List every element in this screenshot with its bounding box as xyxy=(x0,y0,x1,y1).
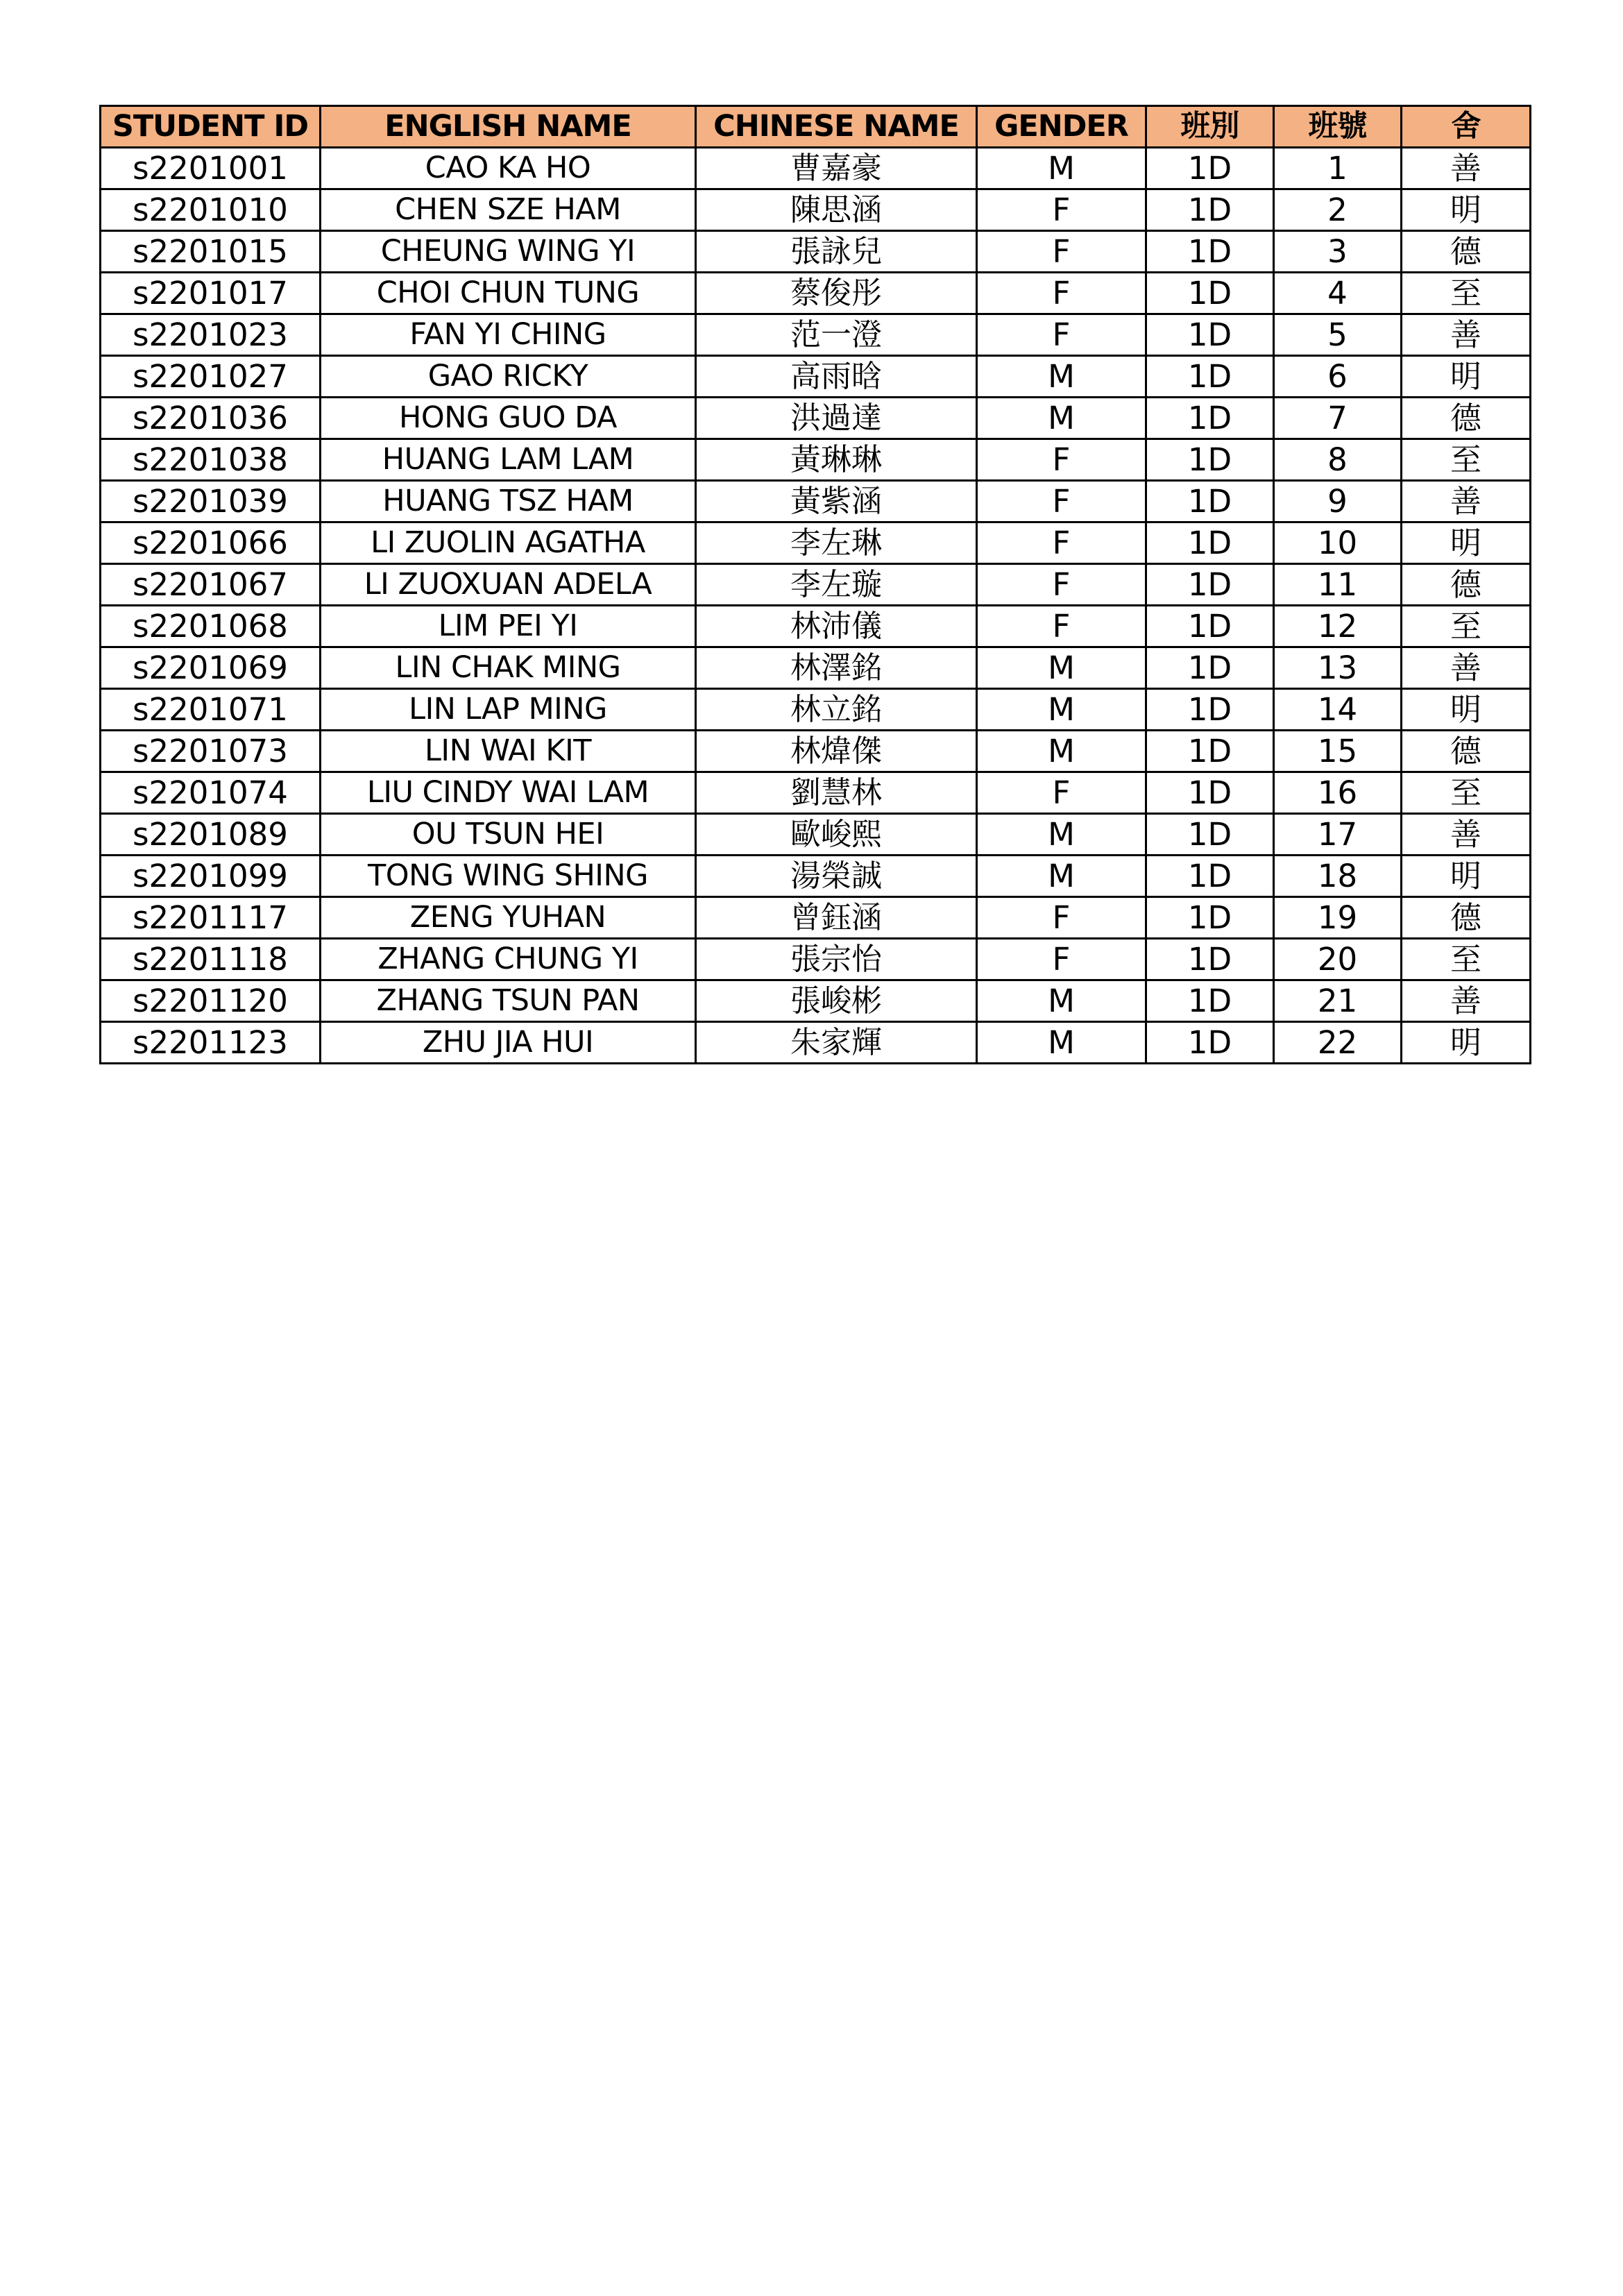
cell-chinese-name: 黃琳琳 xyxy=(696,439,977,481)
table-row xyxy=(101,439,1531,481)
cell-english-name: OU TSUN HEI xyxy=(321,814,696,856)
cell-class-number: 8 xyxy=(1274,439,1402,481)
cell-english-name: GAO RICKY xyxy=(321,356,696,398)
cell-chinese-name: 李左琳 xyxy=(696,522,977,564)
table-row xyxy=(101,522,1531,564)
cell-chinese-name: 林沛儀 xyxy=(696,606,977,647)
cell-class-number: 3 xyxy=(1274,231,1402,273)
header-gender: GENDER xyxy=(977,106,1146,148)
table-row xyxy=(101,231,1531,273)
table-row xyxy=(101,939,1531,980)
cell-class-number: 18 xyxy=(1274,856,1402,897)
table-body xyxy=(101,148,1531,1064)
cell-gender: M xyxy=(977,814,1146,856)
cell-class: 1D xyxy=(1146,398,1274,439)
cell-house: 德 xyxy=(1402,231,1531,273)
cell-gender: F xyxy=(977,897,1146,939)
cell-english-name: LIN CHAK MING xyxy=(321,647,696,689)
cell-house: 善 xyxy=(1402,814,1531,856)
cell-chinese-name: 蔡俊彤 xyxy=(696,273,977,314)
cell-gender: M xyxy=(977,1022,1146,1064)
cell-chinese-name: 張詠兒 xyxy=(696,231,977,273)
cell-gender: F xyxy=(977,189,1146,231)
table-row xyxy=(101,980,1531,1022)
cell-english-name: LIU CINDY WAI LAM xyxy=(321,772,696,814)
cell-chinese-name: 曾鈺涵 xyxy=(696,897,977,939)
cell-chinese-name: 高雨晗 xyxy=(696,356,977,398)
cell-class-number: 10 xyxy=(1274,522,1402,564)
cell-class-number: 1 xyxy=(1274,148,1402,189)
table-row xyxy=(101,273,1531,314)
header-english-name: ENGLISH NAME xyxy=(321,106,696,148)
cell-gender: F xyxy=(977,314,1146,356)
cell-student-id: s2201069 xyxy=(101,647,321,689)
cell-class: 1D xyxy=(1146,481,1274,522)
cell-chinese-name: 朱家輝 xyxy=(696,1022,977,1064)
cell-class: 1D xyxy=(1146,1022,1274,1064)
cell-gender: M xyxy=(977,148,1146,189)
cell-class-number: 7 xyxy=(1274,398,1402,439)
header-class-number: 班號 xyxy=(1274,106,1402,148)
cell-house: 善 xyxy=(1402,647,1531,689)
cell-gender: F xyxy=(977,564,1146,606)
cell-english-name: LIN WAI KIT xyxy=(321,731,696,772)
cell-class-number: 2 xyxy=(1274,189,1402,231)
cell-gender: F xyxy=(977,772,1146,814)
cell-chinese-name: 張峻彬 xyxy=(696,980,977,1022)
cell-student-id: s2201067 xyxy=(101,564,321,606)
cell-class-number: 13 xyxy=(1274,647,1402,689)
cell-class-number: 19 xyxy=(1274,897,1402,939)
table-row xyxy=(101,606,1531,647)
cell-student-id: s2201071 xyxy=(101,689,321,731)
cell-english-name: LIN LAP MING xyxy=(321,689,696,731)
cell-student-id: s2201015 xyxy=(101,231,321,273)
cell-class: 1D xyxy=(1146,273,1274,314)
cell-student-id: s2201001 xyxy=(101,148,321,189)
cell-class: 1D xyxy=(1146,689,1274,731)
cell-class: 1D xyxy=(1146,356,1274,398)
cell-house: 德 xyxy=(1402,731,1531,772)
cell-gender: M xyxy=(977,647,1146,689)
cell-english-name: FAN YI CHING xyxy=(321,314,696,356)
cell-gender: F xyxy=(977,439,1146,481)
cell-house: 明 xyxy=(1402,1022,1531,1064)
cell-gender: F xyxy=(977,481,1146,522)
cell-class: 1D xyxy=(1146,731,1274,772)
cell-chinese-name: 湯榮誠 xyxy=(696,856,977,897)
cell-chinese-name: 林澤銘 xyxy=(696,647,977,689)
cell-class-number: 20 xyxy=(1274,939,1402,980)
table-row xyxy=(101,314,1531,356)
cell-gender: M xyxy=(977,356,1146,398)
cell-english-name: ZHANG CHUNG YI xyxy=(321,939,696,980)
cell-english-name: HONG GUO DA xyxy=(321,398,696,439)
cell-student-id: s2201068 xyxy=(101,606,321,647)
cell-student-id: s2201023 xyxy=(101,314,321,356)
cell-gender: M xyxy=(977,731,1146,772)
cell-class: 1D xyxy=(1146,522,1274,564)
table-header-row xyxy=(101,106,1531,148)
cell-class-number: 4 xyxy=(1274,273,1402,314)
cell-student-id: s2201074 xyxy=(101,772,321,814)
cell-house: 德 xyxy=(1402,897,1531,939)
cell-class-number: 11 xyxy=(1274,564,1402,606)
cell-chinese-name: 洪過達 xyxy=(696,398,977,439)
cell-class-number: 14 xyxy=(1274,689,1402,731)
cell-english-name: HUANG TSZ HAM xyxy=(321,481,696,522)
header-house: 舍 xyxy=(1402,106,1531,148)
cell-house: 至 xyxy=(1402,606,1531,647)
cell-english-name: LIM PEI YI xyxy=(321,606,696,647)
cell-english-name: LI ZUOLIN AGATHA xyxy=(321,522,696,564)
table-row xyxy=(101,647,1531,689)
cell-chinese-name: 歐峻熙 xyxy=(696,814,977,856)
cell-class: 1D xyxy=(1146,148,1274,189)
cell-house: 至 xyxy=(1402,439,1531,481)
cell-chinese-name: 李左璇 xyxy=(696,564,977,606)
cell-class: 1D xyxy=(1146,980,1274,1022)
cell-house: 善 xyxy=(1402,980,1531,1022)
cell-english-name: HUANG LAM LAM xyxy=(321,439,696,481)
cell-house: 至 xyxy=(1402,772,1531,814)
cell-class: 1D xyxy=(1146,856,1274,897)
cell-class: 1D xyxy=(1146,897,1274,939)
cell-chinese-name: 黃紫涵 xyxy=(696,481,977,522)
table-row xyxy=(101,356,1531,398)
cell-gender: F xyxy=(977,939,1146,980)
cell-gender: F xyxy=(977,606,1146,647)
cell-house: 善 xyxy=(1402,314,1531,356)
cell-class-number: 12 xyxy=(1274,606,1402,647)
cell-class: 1D xyxy=(1146,939,1274,980)
header-chinese-name: CHINESE NAME xyxy=(696,106,977,148)
cell-chinese-name: 張宗怡 xyxy=(696,939,977,980)
cell-house: 明 xyxy=(1402,856,1531,897)
cell-student-id: s2201039 xyxy=(101,481,321,522)
cell-student-id: s2201099 xyxy=(101,856,321,897)
cell-class: 1D xyxy=(1146,772,1274,814)
cell-chinese-name: 范一澄 xyxy=(696,314,977,356)
table-row xyxy=(101,189,1531,231)
cell-class: 1D xyxy=(1146,606,1274,647)
cell-student-id: s2201123 xyxy=(101,1022,321,1064)
cell-gender: M xyxy=(977,398,1146,439)
cell-english-name: CHEN SZE HAM xyxy=(321,189,696,231)
table-row xyxy=(101,689,1531,731)
cell-english-name: ZHANG TSUN PAN xyxy=(321,980,696,1022)
cell-chinese-name: 劉慧林 xyxy=(696,772,977,814)
cell-class: 1D xyxy=(1146,189,1274,231)
cell-gender: F xyxy=(977,273,1146,314)
table-row xyxy=(101,481,1531,522)
cell-class-number: 21 xyxy=(1274,980,1402,1022)
table-row xyxy=(101,564,1531,606)
cell-class-number: 5 xyxy=(1274,314,1402,356)
cell-class: 1D xyxy=(1146,314,1274,356)
cell-house: 明 xyxy=(1402,522,1531,564)
cell-house: 明 xyxy=(1402,189,1531,231)
cell-house: 至 xyxy=(1402,939,1531,980)
cell-student-id: s2201120 xyxy=(101,980,321,1022)
cell-chinese-name: 陳思涵 xyxy=(696,189,977,231)
cell-english-name: CAO KA HO xyxy=(321,148,696,189)
cell-english-name: LI ZUOXUAN ADELA xyxy=(321,564,696,606)
cell-english-name: CHOI CHUN TUNG xyxy=(321,273,696,314)
cell-class-number: 15 xyxy=(1274,731,1402,772)
cell-house: 明 xyxy=(1402,689,1531,731)
cell-class-number: 9 xyxy=(1274,481,1402,522)
cell-house: 明 xyxy=(1402,356,1531,398)
cell-class-number: 6 xyxy=(1274,356,1402,398)
cell-class: 1D xyxy=(1146,564,1274,606)
header-class: 班別 xyxy=(1146,106,1274,148)
cell-student-id: s2201027 xyxy=(101,356,321,398)
cell-gender: F xyxy=(977,231,1146,273)
student-roster-table xyxy=(99,105,1531,1064)
cell-student-id: s2201036 xyxy=(101,398,321,439)
cell-student-id: s2201038 xyxy=(101,439,321,481)
cell-chinese-name: 林煒傑 xyxy=(696,731,977,772)
table-row xyxy=(101,148,1531,189)
cell-class: 1D xyxy=(1146,814,1274,856)
cell-gender: M xyxy=(977,856,1146,897)
cell-student-id: s2201017 xyxy=(101,273,321,314)
cell-english-name: CHEUNG WING YI xyxy=(321,231,696,273)
cell-house: 善 xyxy=(1402,481,1531,522)
cell-class-number: 22 xyxy=(1274,1022,1402,1064)
table-row xyxy=(101,731,1531,772)
cell-class: 1D xyxy=(1146,439,1274,481)
cell-chinese-name: 林立銘 xyxy=(696,689,977,731)
cell-student-id: s2201117 xyxy=(101,897,321,939)
table-row xyxy=(101,814,1531,856)
cell-house: 德 xyxy=(1402,398,1531,439)
cell-gender: M xyxy=(977,689,1146,731)
cell-english-name: ZENG YUHAN xyxy=(321,897,696,939)
cell-class-number: 17 xyxy=(1274,814,1402,856)
cell-english-name: TONG WING SHING xyxy=(321,856,696,897)
cell-class: 1D xyxy=(1146,231,1274,273)
cell-chinese-name: 曹嘉豪 xyxy=(696,148,977,189)
cell-student-id: s2201089 xyxy=(101,814,321,856)
cell-house: 至 xyxy=(1402,273,1531,314)
table-row xyxy=(101,856,1531,897)
cell-student-id: s2201066 xyxy=(101,522,321,564)
table-row xyxy=(101,398,1531,439)
cell-english-name: ZHU JIA HUI xyxy=(321,1022,696,1064)
table-row xyxy=(101,1022,1531,1064)
cell-class: 1D xyxy=(1146,647,1274,689)
cell-house: 善 xyxy=(1402,148,1531,189)
cell-gender: F xyxy=(977,522,1146,564)
cell-gender: M xyxy=(977,980,1146,1022)
cell-house: 德 xyxy=(1402,564,1531,606)
cell-student-id: s2201073 xyxy=(101,731,321,772)
cell-student-id: s2201010 xyxy=(101,189,321,231)
cell-class-number: 16 xyxy=(1274,772,1402,814)
table-row xyxy=(101,772,1531,814)
cell-student-id: s2201118 xyxy=(101,939,321,980)
header-student-id: STUDENT ID xyxy=(101,106,321,148)
table-row xyxy=(101,897,1531,939)
